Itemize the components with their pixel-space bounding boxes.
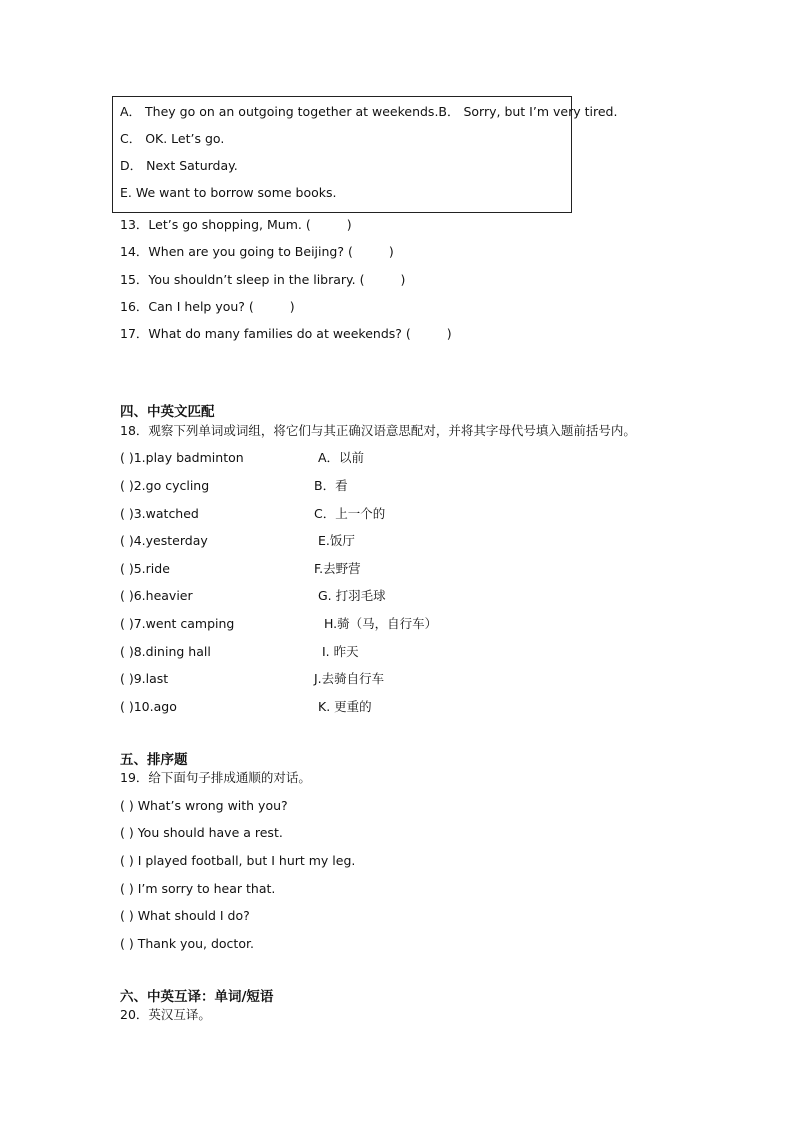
match-right-7: H.骑（马，自行车）	[324, 616, 438, 631]
match-left-7: ( )7.went camping	[120, 616, 235, 631]
match-left-5: ( )5.ride	[120, 561, 170, 576]
match-right-4: E.饭厅	[318, 533, 355, 548]
order-item-2: ( ) You should have a rest.	[120, 825, 283, 840]
match-left-6: ( )6.heavier	[120, 588, 193, 603]
match-left-10: ( )10.ago	[120, 699, 177, 714]
match-right-5: F.去野营	[314, 561, 361, 576]
section4-heading: 四、中英文匹配	[120, 404, 215, 420]
match-left-3: ( )3.watched	[120, 506, 199, 521]
match-right-2: B．看	[314, 478, 348, 493]
section5-heading: 五、排序题	[120, 752, 188, 768]
match-right-3: C．上一个的	[314, 506, 386, 521]
option-line-ab: A． They go on an outgoing together at weekends.B． Sorry, but I’m very tired.	[120, 104, 618, 119]
match-left-2: ( )2.go cycling	[120, 478, 210, 493]
match-left-1: ( )1.play badminton	[120, 450, 244, 465]
order-item-6: ( ) Thank you, doctor.	[120, 936, 254, 951]
match-left-8: ( )8.dining hall	[120, 644, 211, 659]
section6-heading: 六、中英互译：单词/短语	[120, 989, 274, 1005]
match-right-10: K. 更重的	[318, 699, 372, 714]
order-item-5: ( ) What should I do?	[120, 908, 250, 923]
match-right-9: J.去骑自行车	[314, 671, 385, 686]
order-item-3: ( ) I played football, but I hurt my leg.	[120, 853, 356, 868]
order-item-1: ( ) What’s wrong with you?	[120, 798, 288, 813]
match-right-8: I. 昨天	[322, 644, 359, 659]
question-16: 16．Can I help you? ( )	[120, 299, 295, 314]
option-line-e: E. We want to borrow some books.	[120, 185, 337, 200]
question-14: 14．When are you going to Beijing? ( )	[120, 244, 394, 259]
match-left-4: ( )4.yesterday	[120, 533, 208, 548]
option-line-d: D． Next Saturday.	[120, 158, 238, 173]
section4-instruction: 18．观察下列单词或词组，将它们与其正确汉语意思配对，并将其字母代号填入题前括号内。	[120, 423, 636, 438]
match-right-6: G. 打羽毛球	[318, 588, 386, 603]
question-15: 15．You shouldn’t sleep in the library. ( )	[120, 272, 406, 287]
match-left-9: ( )9.last	[120, 671, 169, 686]
order-item-4: ( ) I’m sorry to hear that.	[120, 881, 276, 896]
question-17: 17．What do many families do at weekends? ( )	[120, 326, 452, 341]
section5-instruction: 19．给下面句子排成通顺的对话。	[120, 770, 311, 785]
question-13: 13．Let’s go shopping, Mum. ( )	[120, 217, 352, 232]
match-right-1: A．以前	[318, 450, 365, 465]
section6-instruction: 20．英汉互译。	[120, 1007, 211, 1022]
option-line-c: C． OK. Let’s go.	[120, 131, 225, 146]
